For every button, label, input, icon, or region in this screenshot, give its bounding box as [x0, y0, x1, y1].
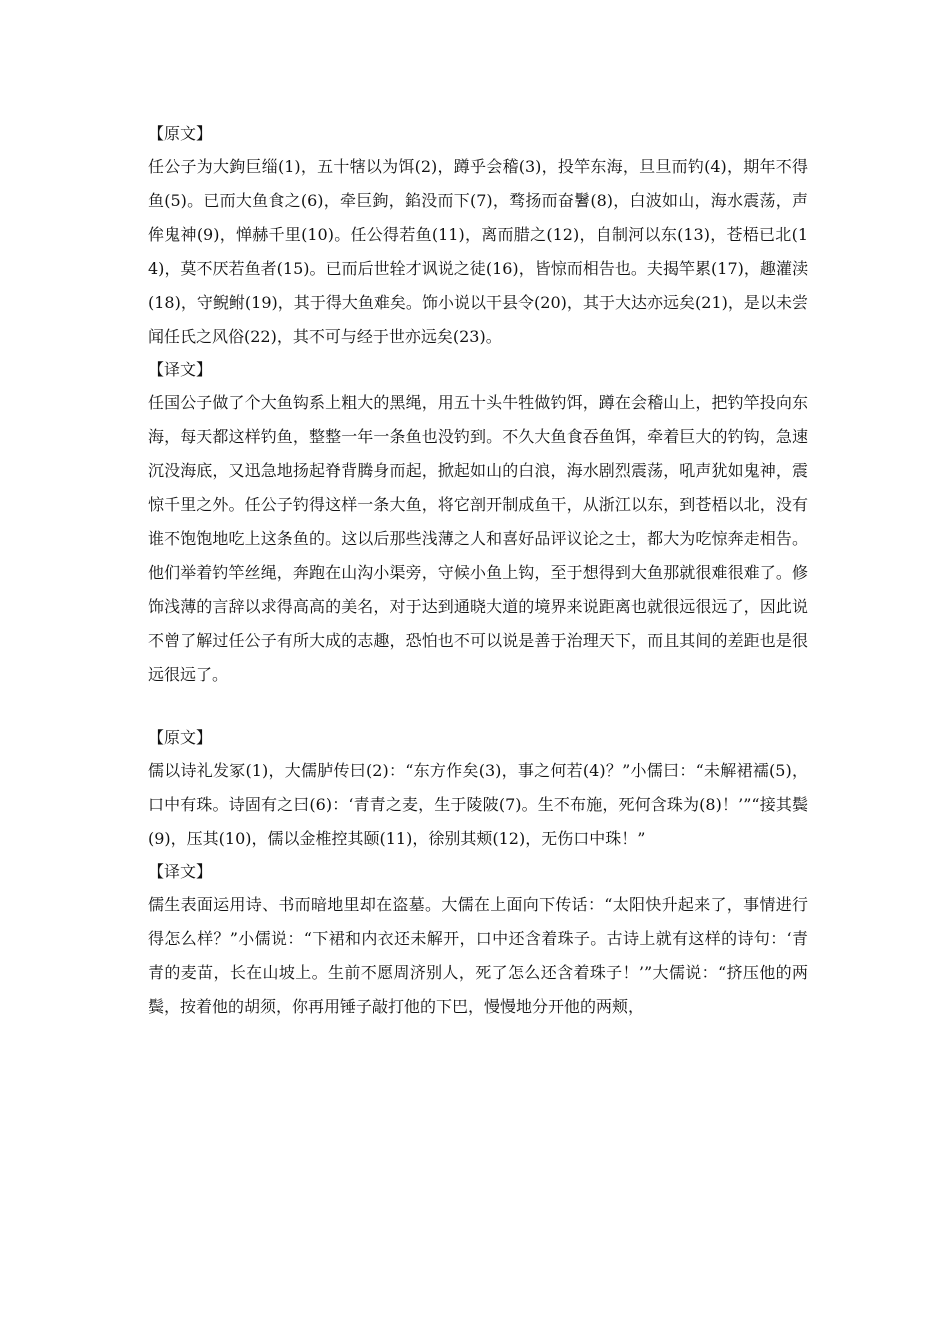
passage-1 — [148, 118, 808, 692]
translation-heading: 【译文】 — [148, 862, 213, 881]
passage-2 — [148, 722, 808, 1024]
translation-heading: 【译文】 — [148, 360, 213, 379]
translation-paragraph: 任国公子做了个大鱼钩系上粗大的黑绳，用五十头牛牲做钓饵，蹲在会稽山上，把钓竿投向东海，每天都这样钓鱼，整整一年一条鱼也没钓到。不久大鱼食吞鱼饵，牵着巨大的钓钩，急速沉没海底，又迅急地扬起脊背腾身而起，掀起如山的白浪，海水剧烈震荡，吼声犹如鬼神，震惊千里之外。任公子钓得这样一条大鱼，将它剖开制成鱼干，从浙江以东，到苍梧以北，没有谁不饱饱地吃上这条鱼的。这以后那些浅薄之人和喜好品评议论之士，都大为吃惊奔走相告。他们举着钓竿丝绳，奔跑在山沟小渠旁，守候小鱼上钩，至于想得到大鱼那就很难很难了。修饰浅薄的言辞以求得高高的美名，对于达到通晓大道的境界来说距离也就很远很远了，因此说不曾了解过任公子有所大成的志趣，恐怕也不可以说是善于治理天下，而且其间的差距也是很远很远了。 — [148, 393, 808, 684]
original-text-paragraph: 儒以诗礼发冢(1)，大儒胪传曰(2)：“东方作矣(3)，事之何若(4)？”小儒曰：“未解裙襦(5)，口中有珠。诗固有之曰(6)：‘青青之麦，生于陵陂(7)。生不布施，死何含珠为(8)！’”“接其鬓(9)，压其(10)，儒以金椎控其颐(11)，徐别其颊(12)，无伤口中珠！” — [148, 761, 808, 848]
translation-paragraph: 儒生表面运用诗、书而暗地里却在盗墓。大儒在上面向下传话：“太阳快升起来了，事情进行得怎么样？”小儒说：“下裙和内衣还未解开，口中还含着珠子。古诗上就有这样的诗句：‘青青的麦苗，长在山坡上。生前不愿周济别人，死了怎么还含着珠子！’”大儒说：“挤压他的两鬓，按着他的胡须，你再用锤子敲打他的下巴，慢慢地分开他的两颊， — [148, 895, 808, 1016]
original-text-heading: 【原文】 — [148, 728, 213, 747]
document-page — [148, 118, 808, 1024]
original-text-paragraph: 任公子为大鉤巨缁(1)，五十犗以为饵(2)，蹲乎会稽(3)，投竿东海，旦旦而钓(4)，期年不得鱼(5)。已而大鱼食之(6)，牵巨鉤，錎没而下(7)，骛扬而奋鬐(8)，白波如山，海水震荡，声侔鬼神(9)，惮赫千里(10)。任公得若鱼(11)，离而腊之(12)，自制河以东(13)，苍梧已北(14)，莫不厌若鱼者(15)。已而后世辁才讽说之徒(16)，皆惊而相告也。夫揭竿累(17)，趣灌渎(18)，守鲵鲋(19)，其于得大鱼难矣。饰小说以干县令(20)，其于大达亦远矣(21)，是以未尝闻任氏之风俗(22)，其不可与经于世亦远矣(23)。 — [148, 157, 808, 346]
section-spacer — [148, 692, 808, 722]
original-text-heading: 【原文】 — [148, 124, 213, 143]
